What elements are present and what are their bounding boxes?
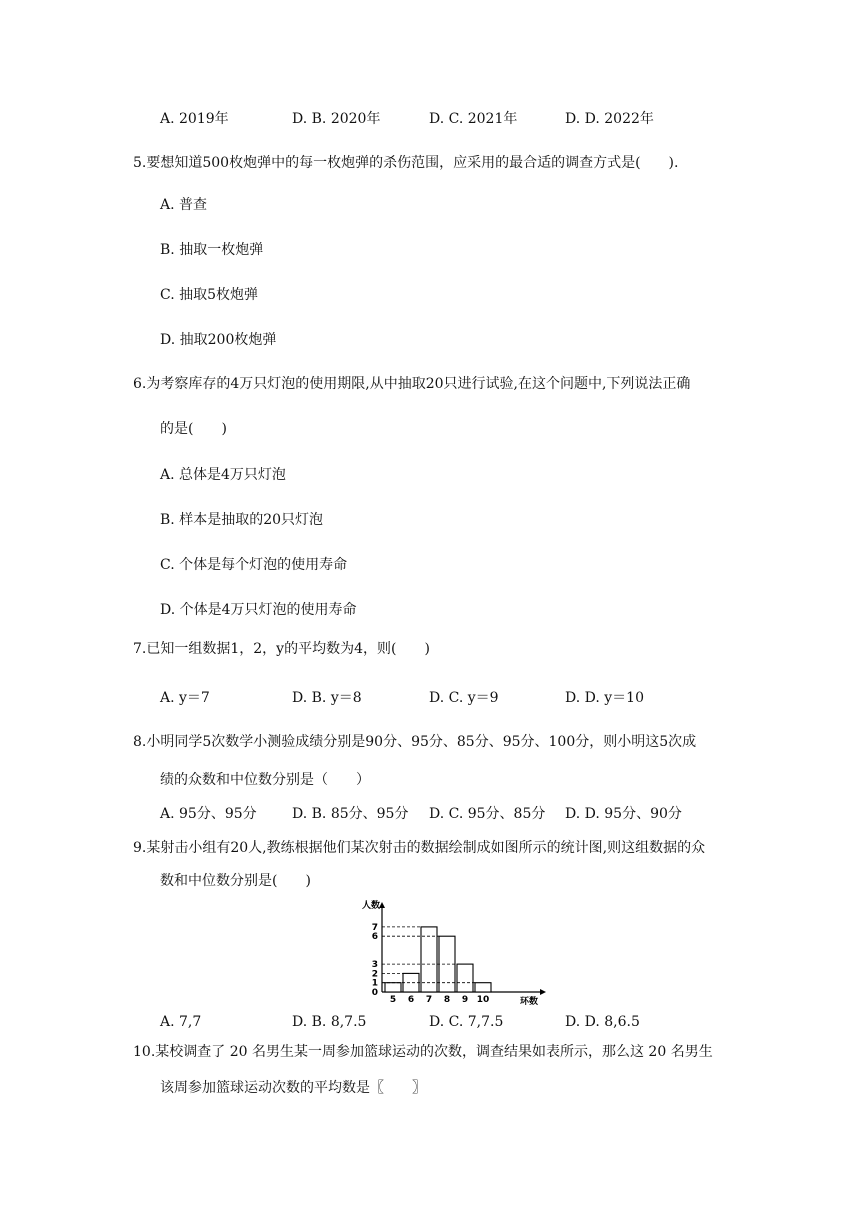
q9-stem-line1: 9.某射击小组有20人,教练根据他们某次射击的数据绘制成如图所示的统计图,则这组数据的众 xyxy=(133,840,706,856)
q6-stem-line1: 6.为考察库存的4万只灯泡的使用期限,从中抽取20只进行试验,在这个问题中,下列说法正确 xyxy=(133,376,691,392)
q9-stem-line2: 数和中位数分别是( ) xyxy=(160,873,311,889)
q5-option-b: B. 抽取一枚炮弹 xyxy=(160,242,264,258)
bar-6 xyxy=(403,973,419,992)
q7-option-b: D. B. y＝8 xyxy=(292,690,362,706)
x-axis-label: 环数 xyxy=(520,997,539,1006)
q8-option-d: D. D. 95分、90分 xyxy=(565,806,682,822)
bar-7 xyxy=(421,927,437,992)
y-tick-label: 3 xyxy=(371,960,378,971)
q9-option-a: A. 7,7 xyxy=(160,1014,202,1030)
y-tick-label: 1 xyxy=(371,978,378,989)
q4-option-b: D. B. 2020年 xyxy=(292,111,381,127)
q8-stem-line2: 绩的众数和中位数分别是（ ） xyxy=(160,772,370,788)
q4-option-d: D. D. 2022年 xyxy=(565,111,654,127)
q6-option-c: C. 个体是每个灯泡的使用寿命 xyxy=(160,557,348,573)
q6-stem-line2: 的是( ) xyxy=(160,421,227,437)
x-tick-label: 6 xyxy=(407,995,415,1005)
q8-option-c: D. C. 95分、85分 xyxy=(429,806,546,822)
y-tick-label: 6 xyxy=(371,932,378,943)
y-tick-label: 0 xyxy=(371,988,378,998)
q7-stem: 7.已知一组数据1，2，y的平均数为4，则( ) xyxy=(133,641,430,657)
q9-bar-chart xyxy=(360,896,550,1006)
q9-option-d: D. D. 8,6.5 xyxy=(565,1014,640,1030)
q6-option-d: D. 个体是4万只灯泡的使用寿命 xyxy=(160,602,357,618)
y-axis-label: 人数 xyxy=(362,901,381,911)
bar-5 xyxy=(385,983,401,992)
y-tick-label: 7 xyxy=(371,922,378,933)
q4-option-c: D. C. 2021年 xyxy=(429,111,518,127)
q5-stem: 5.要想知道500枚炮弹中的每一枚炮弹的杀伤范围，应采用的最合适的调查方式是( ). xyxy=(133,155,679,171)
x-axis-arrow xyxy=(540,989,546,995)
q7-option-d: D. D. y＝10 xyxy=(565,690,644,706)
q10-stem-line1: 10.某校调查了 20 名男生某一周参加篮球运动的次数，调查结果如表所示，那么这 20 名男生 xyxy=(133,1044,713,1060)
x-tick-label: 5 xyxy=(389,995,397,1005)
q5-option-d: D. 抽取200枚炮弹 xyxy=(160,332,277,348)
q8-option-a: A. 95分、95分 xyxy=(160,806,257,822)
y-tick-label: 2 xyxy=(371,969,378,980)
q7-option-a: A. y＝7 xyxy=(160,690,210,706)
x-tick-label: 9 xyxy=(461,995,469,1005)
x-tick-label: 10 xyxy=(476,995,490,1005)
bar-9 xyxy=(457,964,473,992)
x-tick-label: 7 xyxy=(425,995,433,1005)
q9-option-b: D. B. 8,7.5 xyxy=(292,1014,367,1030)
q5-option-c: C. 抽取5枚炮弹 xyxy=(160,287,259,303)
q4-option-a: A. 2019年 xyxy=(160,111,229,127)
q5-option-a: A. 普查 xyxy=(160,197,208,213)
q6-option-a: A. 总体是4万只灯泡 xyxy=(160,467,286,483)
x-tick-label: 8 xyxy=(443,995,451,1005)
q7-option-c: D. C. y＝9 xyxy=(429,690,499,706)
q9-option-c: D. C. 7,7.5 xyxy=(429,1014,504,1030)
q8-option-b: D. B. 85分、95分 xyxy=(292,806,409,822)
bar-10 xyxy=(475,983,491,992)
q10-stem-line2: 该周参加篮球运动次数的平均数是〖 〗 xyxy=(160,1080,426,1096)
q6-option-b: B. 样本是抽取的20只灯泡 xyxy=(160,512,324,528)
q8-stem-line1: 8.小明同学5次数学小测验成绩分别是90分、95分、85分、95分、100分，则小明这5次成 xyxy=(133,734,697,750)
